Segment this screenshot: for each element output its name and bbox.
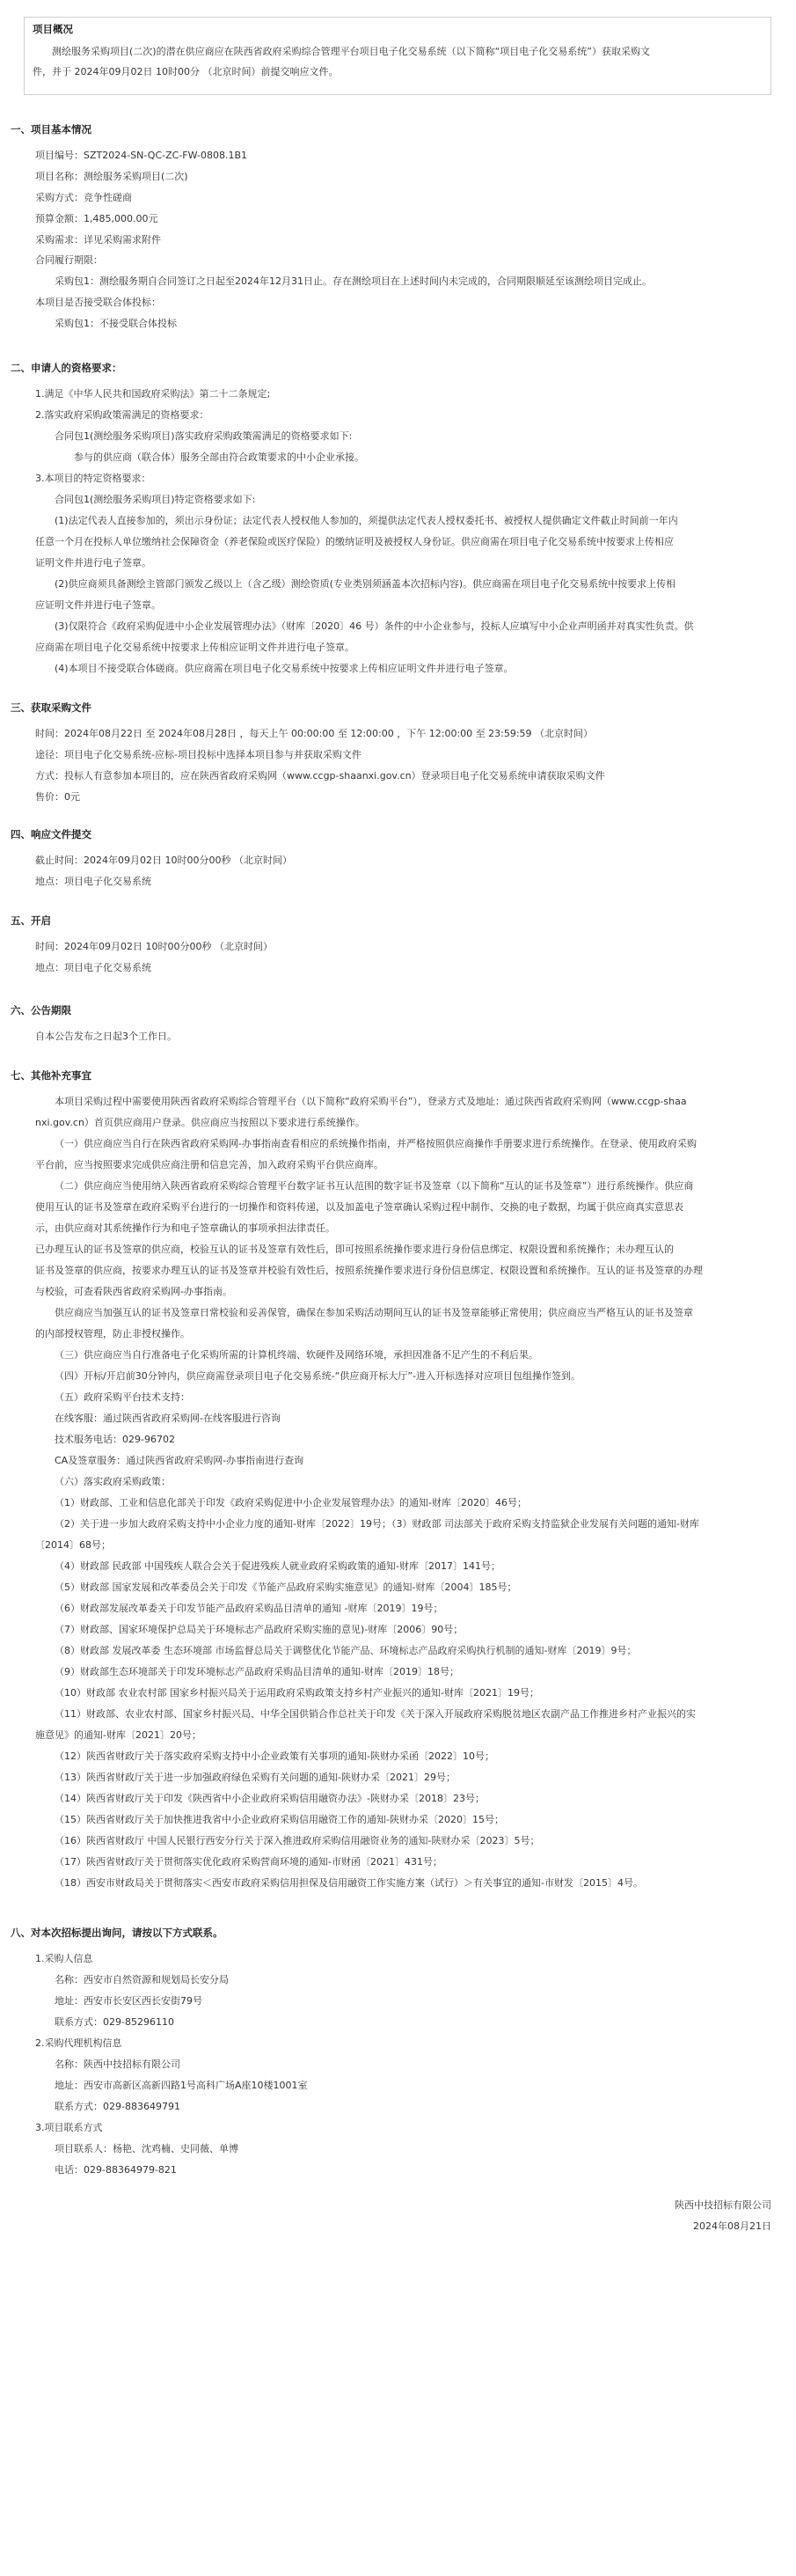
s2-item: (2)供应商须具备测绘主管部门颁发乙级以上（含乙级）测绘资质(专业类别须涵盖本次招标内容)。供应商需在项目电子化交易系统中按要求上传相 xyxy=(55,578,676,590)
s1-item: 预算金额：1,485,000.00元 xyxy=(35,213,158,224)
s1-item: 合同履行期限： xyxy=(35,254,103,266)
s7-item: （4）财政部 民政部 中国残疾人联合会关于促进残疾人就业政府采购政策的通知-财库〔2017〕141号； xyxy=(55,1560,500,1572)
s7-item: CA及签章服务：通过陕西省政府采购网-办事指南进行查询 xyxy=(55,1455,304,1466)
footer-company: 陕西中技招标有限公司 xyxy=(675,2199,771,2211)
s7-item: （五）政府采购平台技术支持： xyxy=(55,1391,190,1403)
s7-item: （18）西安市财政局关于贯彻落实＜西安市政府采购信用担保及信用融资工作实施方案（试行）＞有关事宜的通知-市财发〔2015〕4号。 xyxy=(55,1877,643,1889)
s3-item: 售价：0元 xyxy=(35,791,80,803)
s4-item: 地点：项目电子化交易系统 xyxy=(35,876,151,887)
footer-date: 2024年08月21日 xyxy=(693,2220,771,2232)
s2-item: 参与的供应商（联合体）服务全部由符合政策要求的中小企业承接。 xyxy=(74,451,364,463)
s6-item: 自本公告发布之日起3个工作日。 xyxy=(35,1031,177,1042)
s7-item: （1）财政部、工业和信息化部关于印发《政府采购促进中小企业发展管理办法》的通知-财库〔2020〕46号； xyxy=(55,1497,527,1508)
s8-item: 地址：西安市高新区高新四路1号高科广场A座10楼1001室 xyxy=(55,2080,308,2091)
s2-item: 证明文件并进行电子签章。 xyxy=(35,557,151,569)
s7-item: （一）供应商应当自行在陕西省政府采购网-办事指南查看相应的系统操作指南，并严格按照供应商操作手册要求进行系统操作。在登录、使用政府采购 xyxy=(55,1138,697,1149)
s7-item: （14）陕西省财政厅关于印发《陕西省中小企业政府采购信用融资办法》-陕财办采〔2018〕23号； xyxy=(55,1793,485,1804)
section-2-title: 二、申请人的资格要求： xyxy=(11,362,122,374)
s7-item: （5）财政部 国家发展和改革委员会关于印发《节能产品政府采购实施意见》的通知-财库〔2004〕185号； xyxy=(55,1582,517,1593)
s7-item: （11）财政部、农业农村部、国家乡村振兴局、中华全国供销合作总社关于印发《关于深入开展政府采购脱贫地区农副产品工作推进乡村产业振兴的实 xyxy=(55,1708,696,1720)
s1-item: 本项目是否接受联合体投标： xyxy=(35,297,161,308)
s4-item: 截止时间：2024年09月02日 10时00分00秒 （北京时间） xyxy=(35,855,292,866)
s2-item: (3)仅限符合《政府采购促进中小企业发展管理办法》（财库〔2020〕46 号）条件的中小企业参与，投标人应填写中小企业声明函并对真实性负责。供 xyxy=(55,620,694,632)
s8-item: 项目联系人：杨艳、沈鸡楠、史同薇、单博 xyxy=(55,2143,238,2154)
s7-item: （16）陕西省财政厅 中国人民银行西安分行关于深入推进政府采购信用融资业务的通知-陕财办采〔2023〕5号； xyxy=(55,1835,540,1846)
section-8-title: 八、对本次招标提出询问，请按以下方式联系。 xyxy=(11,1926,223,1939)
s2-item: 任意一个月在投标人单位缴纳社会保障资金（养老保险或医疗保险）的缴纳证明及被授权人身份证。供应商需在项目电子化交易系统中按要求上传相应 xyxy=(35,536,674,547)
s1-item: 采购需求：详见采购需求附件 xyxy=(35,234,161,246)
s8-item: 地址：西安市长安区西长安街79号 xyxy=(55,1995,202,2007)
s7-item: （六）落实政府采购政策： xyxy=(55,1476,171,1487)
s5-item: 地点：项目电子化交易系统 xyxy=(35,962,151,973)
section-3-title: 三、获取采购文件 xyxy=(11,701,91,714)
overview-text-2: 件，并于 2024年09月02日 10时00分 （北京时间）前提交响应文件。 xyxy=(33,66,339,77)
s8-item: 名称：陕西中技招标有限公司 xyxy=(55,2059,180,2070)
s2-item: 应商需在项目电子化交易系统中按要求上传相应证明文件并进行电子签章。 xyxy=(35,642,354,653)
s8-item: 电话：029-88364979-821 xyxy=(55,2164,177,2176)
s7-item: （17）陕西省财政厅关于贯彻落实优化政府采购营商环境的通知-市财函〔2021〕431号； xyxy=(55,1856,442,1868)
section-6-title: 六、公告期限 xyxy=(11,1004,71,1016)
section-1-title: 一、项目基本情况 xyxy=(11,123,91,136)
s7-item: 本项目采购过程中需要使用陕西省政府采购综合管理平台（以下简称“政府采购平台”），登录方式及地址：通过陕西省政府采购网（www.ccgp-shaa xyxy=(55,1096,687,1107)
s2-item: (1)法定代表人直接参加的，须出示身份证；法定代表人授权他人参加的，须提供法定代表人授权委托书、被授权人提供确定文件截止时间前一年内 xyxy=(55,515,678,526)
s7-item: （15）陕西省财政厅关于加快推进我省中小企业政府采购信用融资工作的通知-陕财办采〔2020〕15号； xyxy=(55,1814,504,1825)
s8-item: 联系方式：029-883649791 xyxy=(55,2101,180,2112)
s2-item: 合同包1(测绘服务采购项目)特定资格要求如下: xyxy=(55,494,256,505)
s1-item: 项目名称：测绘服务采购项目(二次) xyxy=(35,171,188,182)
s1-item: 项目编号：SZT2024-SN-QC-ZC-FW-0808.1B1 xyxy=(35,150,248,161)
s7-item: 供应商应当加强互认的证书及签章日常校验和妥善保管，确保在参加采购活动期间互认的证书及签章能够正常使用；供应商应当严格互认的证书及签章 xyxy=(55,1307,693,1318)
s7-item: （12）陕西省财政厅关于落实政府采购支持中小企业政策有关事项的通知-陕财办采函〔2022〕10号； xyxy=(55,1750,494,1762)
s3-item: 途径：项目电子化交易系统-应标-项目投标中选择本项目参与并获取采购文件 xyxy=(35,749,361,760)
s1-item: 采购包1：不接受联合体投标 xyxy=(55,318,177,329)
s7-item: 示，由供应商对其系统操作行为和电子签章确认的事项承担法律责任。 xyxy=(35,1222,335,1234)
s7-item: （10）财政部 农业农村部 国家乡村振兴局关于运用政府采购政策支持乡村产业振兴的通知-财库〔2021〕19号； xyxy=(55,1687,539,1699)
s2-item: 合同包1(测绘服务采购项目)落实政府采购政策需满足的资格要求如下: xyxy=(55,430,353,442)
s8-item: 1.采购人信息 xyxy=(35,1953,93,1964)
s7-item: （二）供应商应当使用纳入陕西省政府采购综合管理平台数字证书互认范围的数字证书及签章（以下简称“互认的证书及签章”）进行系统操作。供应商 xyxy=(55,1180,694,1192)
s7-item: （2）关于进一步加大政府采购支持中小企业力度的通知-财库〔2022〕19号；（3）财政部 司法部关于政府采购支持监狱企业发展有关问题的通知-财库 xyxy=(55,1518,699,1530)
s3-item: 时间：2024年08月22日 至 2024年08月28日 ，每天上午 00:00:00 至 12:00:00 ，下午 12:00:00 至 23:59:59 （北京时间） xyxy=(35,728,594,739)
s7-item: （四）开标/开启前30分钟内，供应商需登录项目电子化交易系统-“供应商开标大厅”-进入开标选择对应项目包组操作签到。 xyxy=(55,1370,581,1382)
overview-title: 项目概况 xyxy=(33,23,73,35)
overview-text-1: 测绘服务采购项目(二次)的潜在供应商应在陕西省政府采购综合管理平台项目电子化交易系统（以下简称“项目电子化交易系统”）获取采购文 xyxy=(52,46,650,57)
s7-item: （13）陕西省财政厅关于进一步加强政府绿色采购有关问题的通知-陕财办采〔2021〕29号； xyxy=(55,1772,456,1783)
s3-item: 方式：投标人有意参加本项目的，应在陕西省政府采购网（www.ccgp-shaanxi.gov.cn）登录项目电子化交易系统申请获取采购文件 xyxy=(35,770,605,782)
s8-item: 2.采购代理机构信息 xyxy=(35,2037,122,2049)
s7-item: 证书及签章的供应商，按要求办理互认的证书及签章并校验有效性后，按照系统操作要求进行身份信息绑定、权限设置和系统操作。互认的证书及签章的办理 xyxy=(35,1265,703,1276)
s7-item: （9）财政部生态环境部关于印发环境标志产品政府采购品目清单的通知-财库〔2019〕18号； xyxy=(55,1666,459,1677)
s2-item: 2.落实政府采购政策需满足的资格要求： xyxy=(35,409,209,421)
s1-item: 采购包1：测绘服务期自合同签订之日起至2024年12月31日止。存在测绘项目在上述时间内未完成的，合同期限顺延至该测绘项目完成止。 xyxy=(55,275,652,287)
s8-item: 联系方式：029-85296110 xyxy=(55,2016,174,2028)
s8-item: 名称：西安市自然资源和规划局长安分局 xyxy=(55,1974,229,1985)
section-5-title: 五、开启 xyxy=(11,914,51,927)
s2-item: 1.满足《中华人民共和国政府采购法》第二十二条规定; xyxy=(35,388,271,400)
s7-item: 技术服务电话：029-96702 xyxy=(55,1434,175,1445)
s1-item: 采购方式：竞争性磋商 xyxy=(35,192,132,203)
s2-item: (4)本项目不接受联合体磋商。供应商需在项目电子化交易系统中按要求上传相应证明文件并进行电子签章。 xyxy=(55,663,514,674)
s8-item: 3.项目联系方式 xyxy=(35,2122,103,2133)
s7-item: 平台前，应当按照要求完成供应商注册和信息完善，加入政府采购平台供应商库。 xyxy=(35,1159,383,1171)
s7-item: （8）财政部 发展改革委 生态环境部 市场监督总局关于调整优化节能产品、环境标志产品政府采购执行机制的通知-财库〔2019〕9号； xyxy=(55,1645,637,1656)
s7-item: 〔2014〕68号； xyxy=(35,1539,111,1551)
s2-item: 应证明文件并进行电子签章。 xyxy=(35,599,161,611)
s7-item: 已办理互认的证书及签章的供应商，校验互认的证书及签章有效性后，即可按照系统操作要求进行身份信息绑定、权限设置和系统操作；未办理互认的 xyxy=(35,1244,674,1255)
section-4-title: 四、响应文件提交 xyxy=(11,828,91,840)
s7-item: 施意见》的通知-财库〔2021〕20号； xyxy=(35,1729,201,1741)
s7-item: （三）供应商应当自行准备电子化采购所需的计算机终端、软硬件及网络环境，承担因准备不足产生的不利后果。 xyxy=(55,1349,538,1361)
s7-item: 的内部授权管理，防止非授权操作。 xyxy=(35,1328,190,1339)
s7-item: 在线客服：通过陕西省政府采购网-在线客服进行咨询 xyxy=(55,1413,281,1424)
s7-item: 使用互认的证书及签章在政府采购平台进行的一切操作和资料传递，以及加盖电子签章确认采购过程中制作、交换的电子数据，均属于供应商真实意思表 xyxy=(35,1201,683,1213)
s7-item: （6）财政部发展改革委关于印发节能产品政府采购品目清单的通知 -财库〔2019〕19号； xyxy=(55,1603,443,1614)
s7-item: 与校验，可查看陕西省政府采购网-办事指南。 xyxy=(35,1286,232,1297)
section-7-title: 七、其他补充事宜 xyxy=(11,1069,91,1082)
s5-item: 时间：2024年09月02日 10时00分00秒 （北京时间） xyxy=(35,941,273,952)
s7-item: nxi.gov.cn）首页供应商用户登录。供应商应当按照以下要求进行系统操作。 xyxy=(35,1117,365,1128)
s7-item: （7）财政部、国家环境保护总局关于环境标志产品政府采购实施的意见)-财库〔2006〕90号； xyxy=(55,1624,464,1635)
s2-item: 3.本项目的特定资格要求： xyxy=(35,473,151,484)
